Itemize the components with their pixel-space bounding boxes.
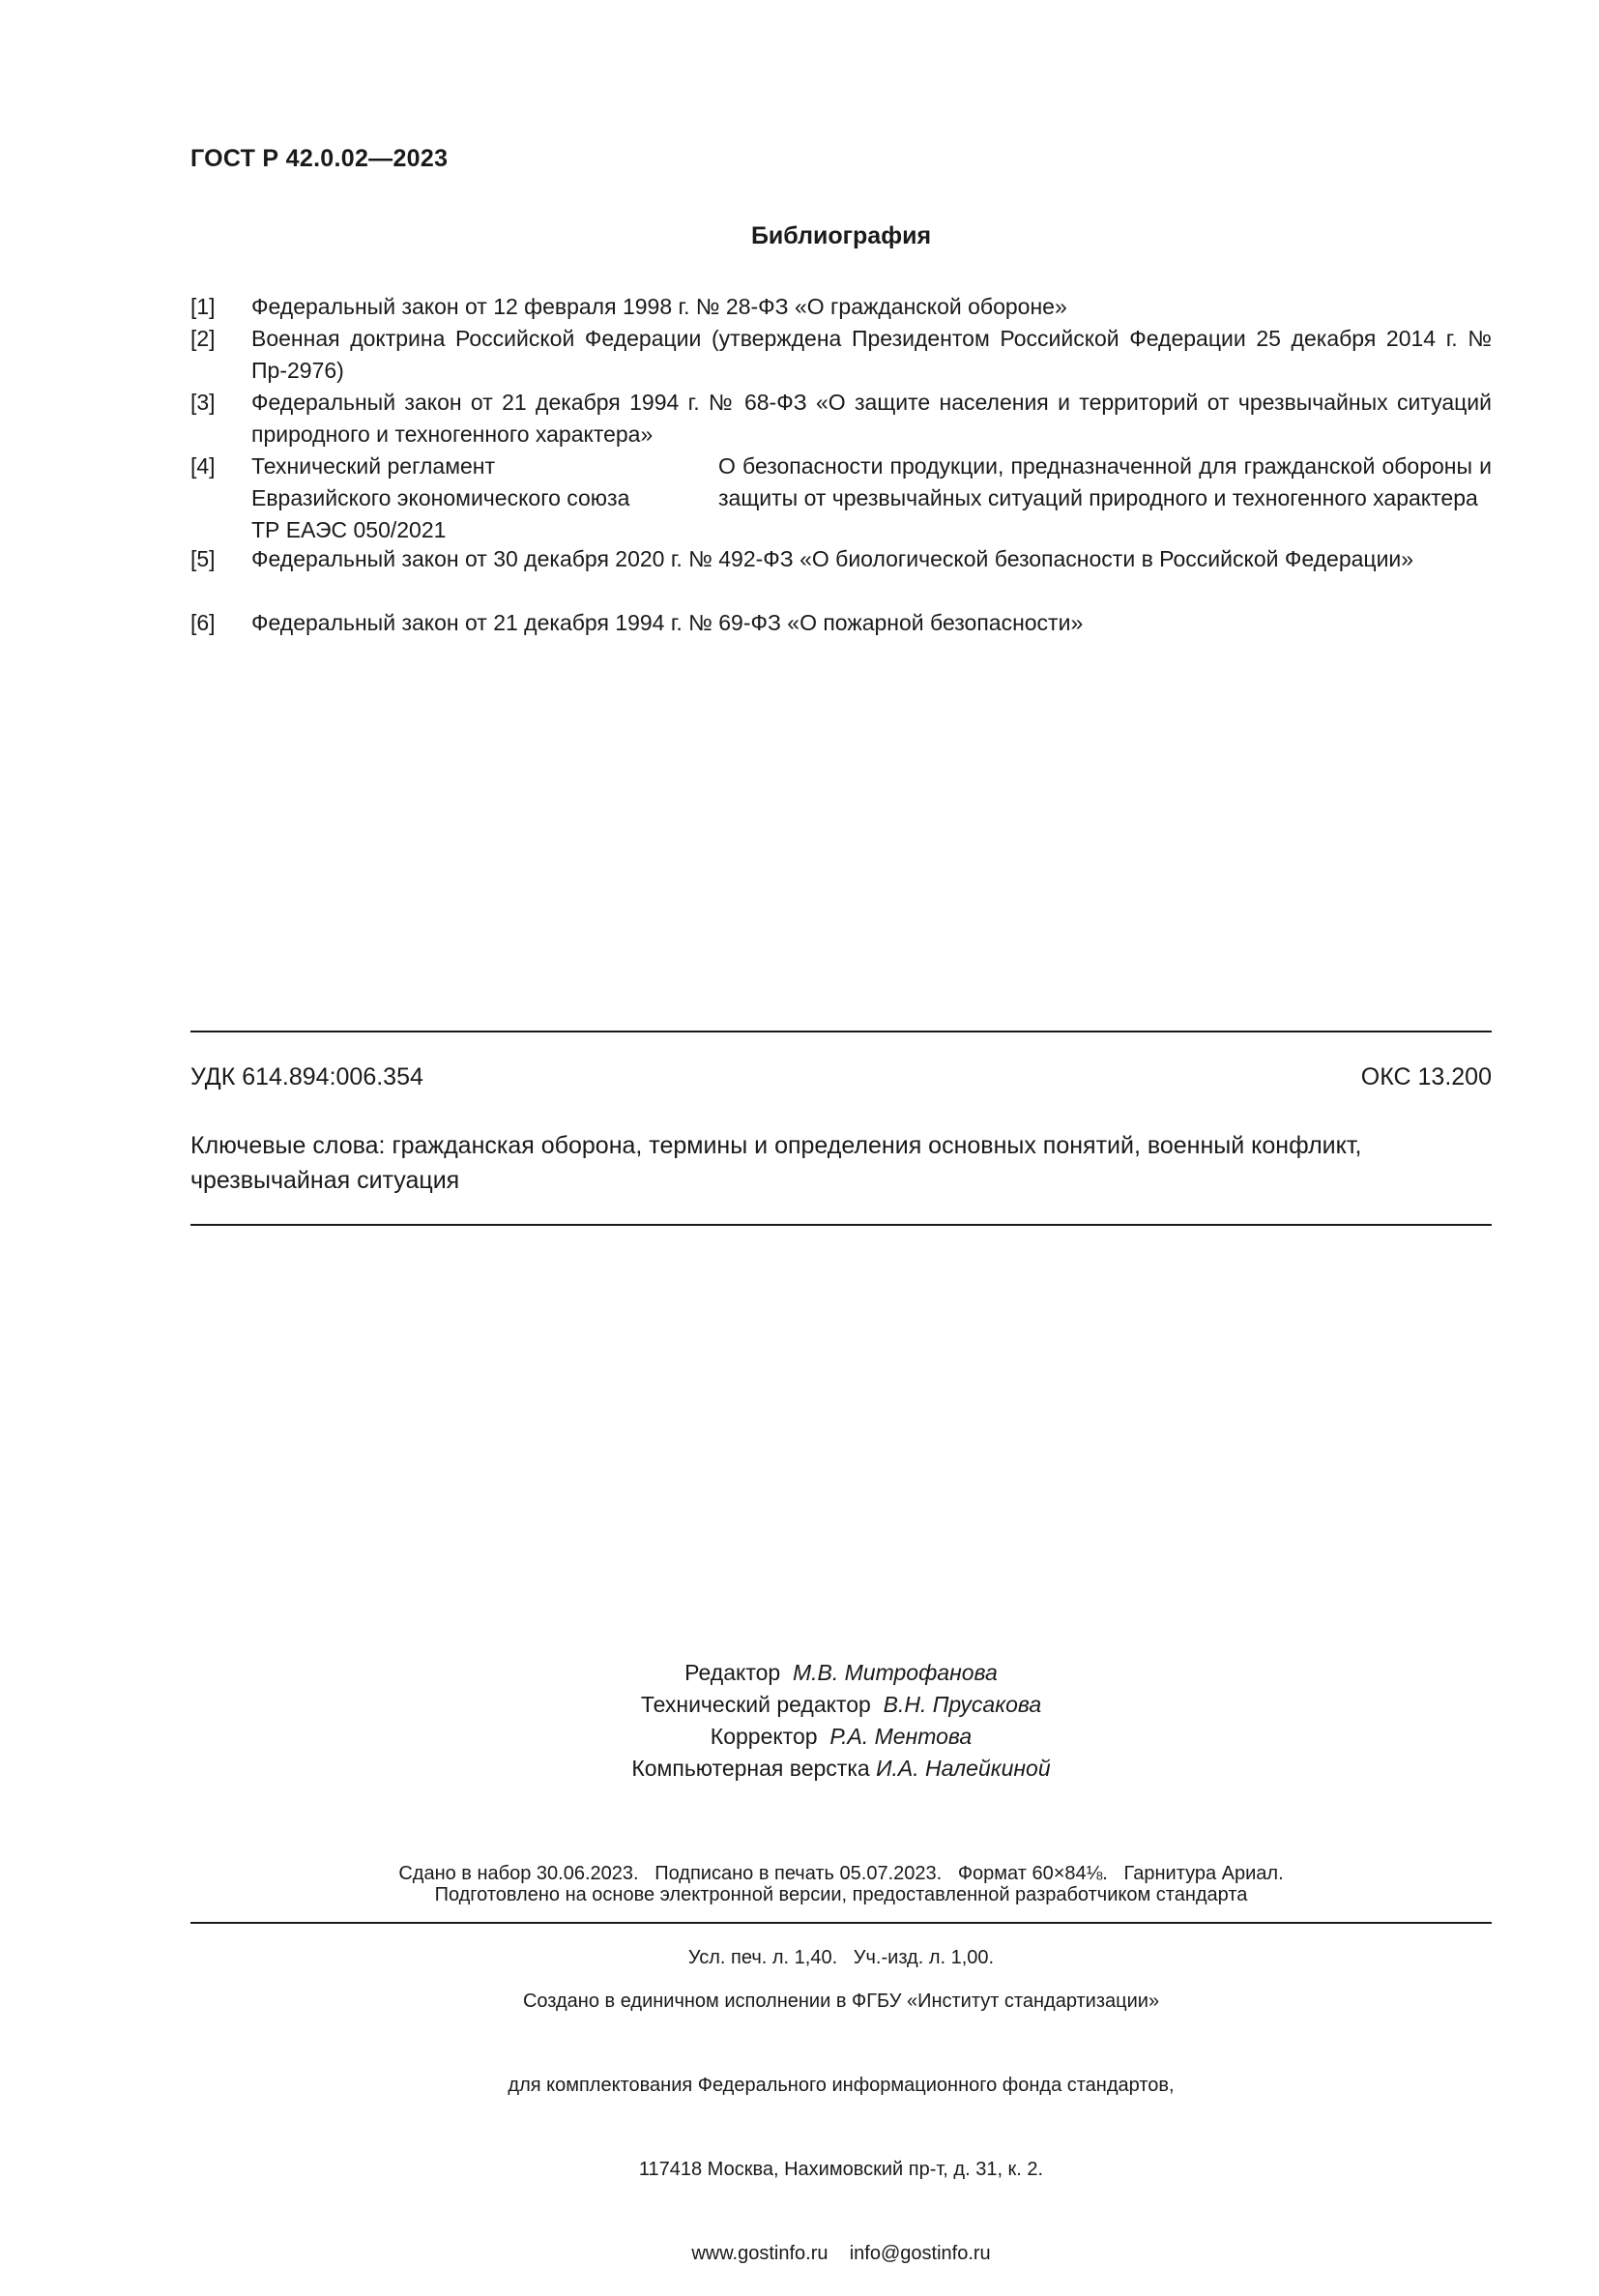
credit-line <box>0 1657 1599 1689</box>
credit-role: Технический редактор <box>640 1692 871 1717</box>
footer-line: Создано в единичном исполнении в ФГБУ «Институт стандартизации» <box>522 1991 1160 2012</box>
bibliography-item <box>190 291 1492 323</box>
bibliography-item-text: Военная доктрина Российской Федерации (утверждена Президентом Российской Федерации 25 декабря 2014 г. № Пр-2976) <box>251 326 1492 383</box>
credit-line <box>0 1689 1599 1721</box>
bibliography-item-number: [4] <box>190 453 216 479</box>
regulation-designation-line: ТР ЕАЭС 050/2021 <box>251 517 447 542</box>
credit-name: М.В. Митрофанова <box>792 1660 998 1685</box>
regulation-designation-line: Евразийского экономического союза <box>251 485 630 510</box>
bibliography-title: Библиография <box>750 222 932 249</box>
bibliography-item-number: [1] <box>190 294 216 319</box>
bibliography-item-number: [2] <box>190 326 216 351</box>
keywords: Ключевые слова: гражданская оборона, термины и определения основных понятий, военный конфликт, чрезвычайная ситуация <box>190 1132 1362 1194</box>
bibliography-item <box>190 323 1492 387</box>
publisher-footer <box>0 1932 1599 2296</box>
bibliography-item <box>190 387 1492 450</box>
footer-line: 117418 Москва, Нахимовский пр-т, д. 31, к. 2. <box>638 2159 1044 2180</box>
publication-line: Усл. печ. л. 1,40. Уч.-изд. л. 1,00. <box>687 1947 995 1968</box>
bibliography-item-text: Федеральный закон от 30 декабря 2020 г. № 492-ФЗ «О биологической безопасности в Российской Федерации» <box>251 546 1414 571</box>
credit-role: Компьютерная верстка <box>631 1756 870 1781</box>
divider <box>190 1922 1492 1924</box>
bibliography-item <box>190 543 1492 575</box>
document-id: ГОСТ Р 42.0.02—2023 <box>190 145 449 172</box>
divider <box>190 1224 1492 1226</box>
bibliography-item-text: Федеральный закон от 21 декабря 1994 г. № 69-ФЗ «О пожарной безопасности» <box>251 610 1084 635</box>
oks-code: ОКС 13.200 <box>1360 1063 1492 1090</box>
bibliography-item-number: [3] <box>190 390 216 415</box>
bibliography-item-text: Федеральный закон от 21 декабря 1994 г. № 68-ФЗ «О защите населения и территорий от чрезвычайных ситуаций природного и техногенного характера» <box>251 390 1492 447</box>
credit-line <box>0 1753 1599 1785</box>
credit-name: В.Н. Прусакова <box>883 1692 1042 1717</box>
bibliography-item-text: Федеральный закон от 12 февраля 1998 г. № 28-ФЗ «О гражданской обороне» <box>251 294 1067 319</box>
bibliography-item-number: [6] <box>190 610 216 635</box>
bibliography-item <box>190 607 1492 639</box>
footer-line: www.gostinfo.ru info@gostinfo.ru <box>691 2243 991 2264</box>
udk-code: УДК 614.894:006.354 <box>190 1063 423 1090</box>
credit-name: И.А. Налейкиной <box>876 1756 1051 1781</box>
bibliography-item <box>190 450 1492 546</box>
credit-role: Корректор <box>710 1724 818 1749</box>
regulation-designation <box>251 450 706 546</box>
footer-line: для комплектования Федерального информационного фонда стандартов, <box>508 2075 1175 2096</box>
credit-name: Р.А. Ментова <box>829 1724 973 1749</box>
publication-line: Сдано в набор 30.06.2023. Подписано в печать 05.07.2023. Формат 60×84⅛. Гарнитура Ариал. <box>398 1863 1284 1884</box>
bibliography-item-number: [5] <box>190 546 216 571</box>
divider <box>190 1031 1492 1032</box>
credit-line <box>0 1721 1599 1753</box>
credit-role: Редактор <box>684 1660 781 1685</box>
regulation-designation-line: Технический регламент <box>251 453 496 479</box>
credits-block <box>0 1657 1599 1785</box>
prepared-note: Подготовлено на основе электронной версии, предоставленной разработчиком стандарта <box>434 1884 1248 1905</box>
regulation-title: О безопасности продукции, предназначенной для гражданской обороны и защиты от чрезвычайных ситуаций природного и техногенного характера <box>718 453 1492 510</box>
